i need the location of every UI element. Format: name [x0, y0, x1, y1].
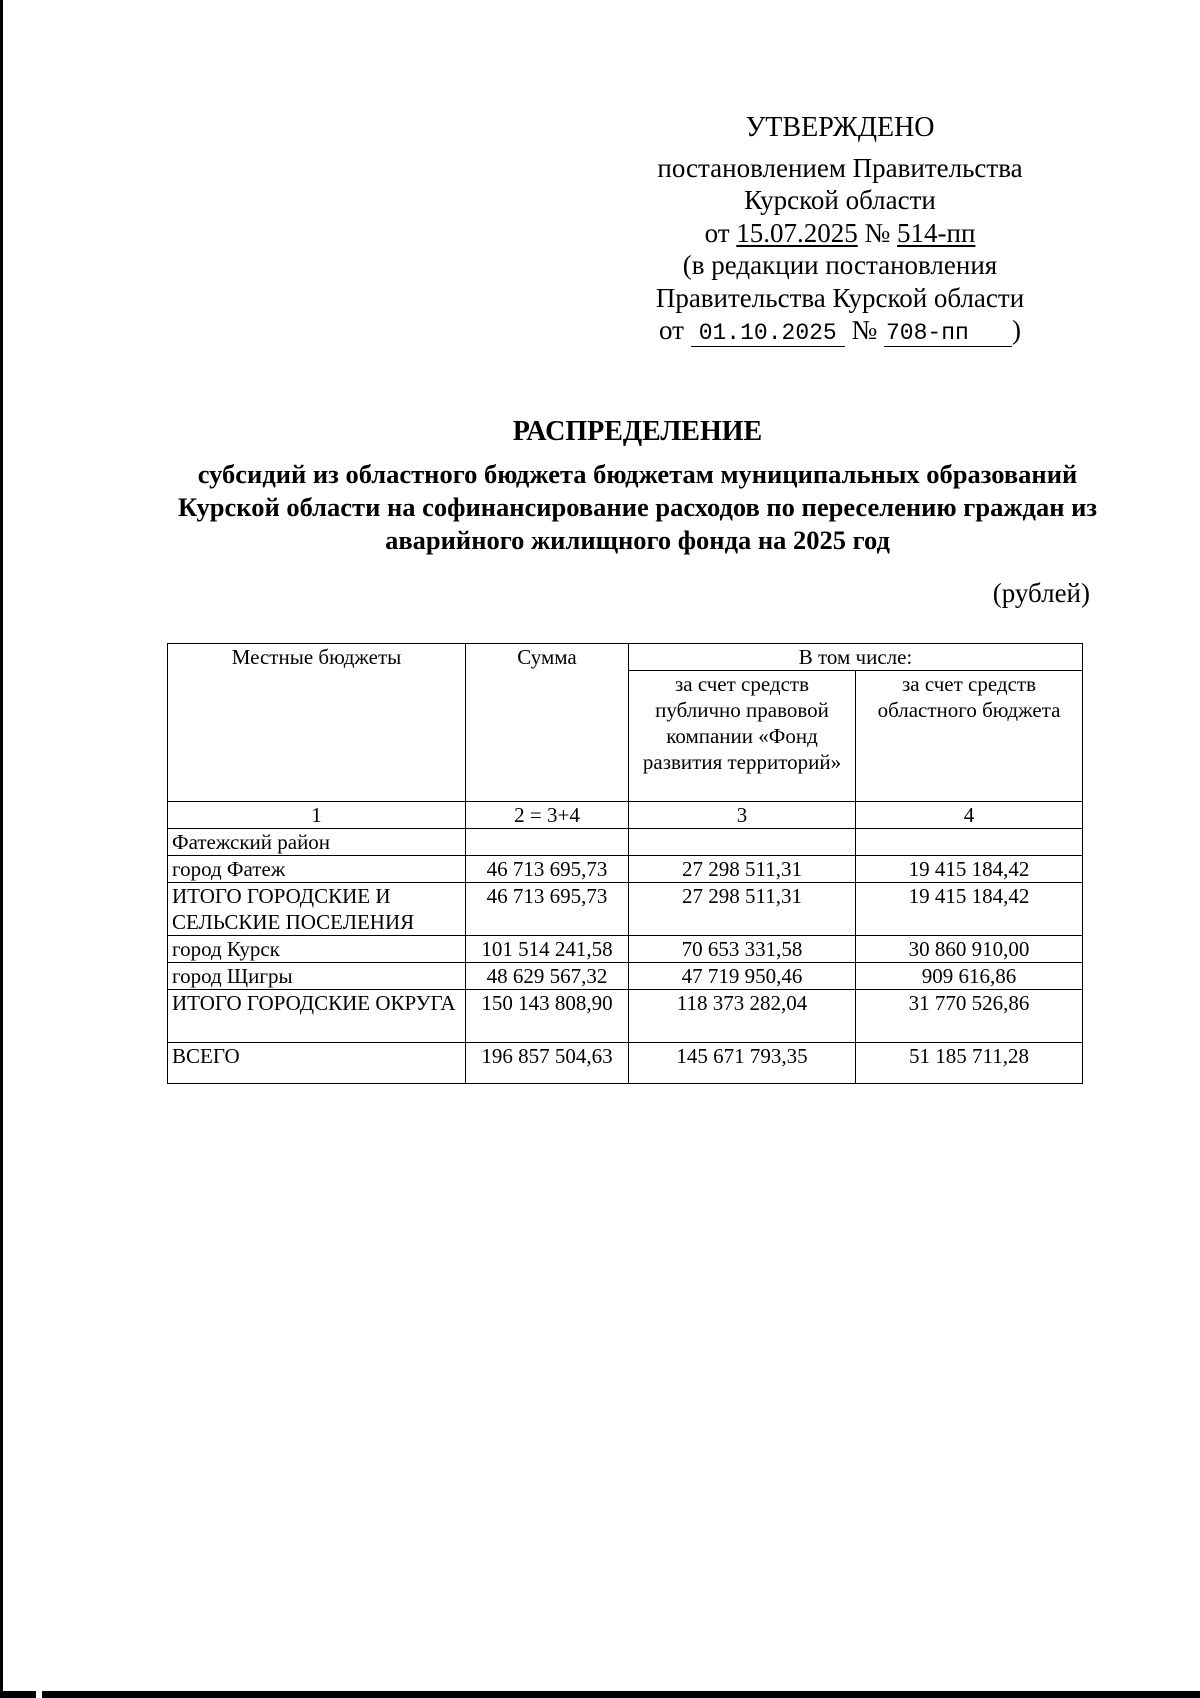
- amendment-date-line: [610, 314, 1070, 347]
- row-sum: 48 629 567,32: [466, 963, 629, 990]
- amendment-date: 01.10.2025: [691, 320, 845, 347]
- scan-edge-left: [0, 0, 3, 1698]
- row-name: город Фатеж: [168, 856, 466, 883]
- row-fund: 27 298 511,31: [629, 883, 856, 936]
- amendment-line-1: (в редакции постановления: [682, 250, 998, 280]
- amendment-date-prefix: от: [659, 315, 684, 345]
- row-name: город Курск: [168, 936, 466, 963]
- row-name: город Щигры: [168, 963, 466, 990]
- row-name: ИТОГО ГОРОДСКИЕ И СЕЛЬСКИЕ ПОСЕЛЕНИЯ: [168, 883, 466, 936]
- approval-date-line: [610, 217, 1070, 250]
- table-numbering-row: [168, 802, 1083, 829]
- subsidy-table: [167, 643, 1083, 1084]
- row-regional: [856, 829, 1083, 856]
- row-fund: 145 671 793,35: [629, 1043, 856, 1084]
- numbering-cell: 2 = 3+4: [466, 802, 629, 829]
- amendment-number: 708-пп: [884, 320, 1012, 347]
- table-header-row: [168, 644, 1083, 671]
- document-heading: [170, 414, 1105, 557]
- row-sum: [466, 829, 629, 856]
- row-name: ИТОГО ГОРОДСКИЕ ОКРУГА: [168, 990, 466, 1043]
- document-title: РАСПРЕДЕЛЕНИЕ: [512, 416, 763, 447]
- row-sum: 196 857 504,63: [466, 1043, 629, 1084]
- amendment-close: ): [1011, 315, 1021, 345]
- table-row: [168, 990, 1083, 1043]
- table-row: [168, 856, 1083, 883]
- amendment-line-2: Правительства Курской области: [655, 282, 1025, 313]
- row-sum: 101 514 241,58: [466, 936, 629, 963]
- row-sum: 150 143 808,90: [466, 990, 629, 1043]
- table-row-total: [168, 1043, 1083, 1084]
- scan-edge-bottom: [0, 1691, 1200, 1698]
- header-sum: Сумма: [466, 644, 629, 802]
- row-fund: [629, 829, 856, 856]
- table-row: [168, 936, 1083, 963]
- header-including: В том числе:: [629, 644, 1083, 671]
- row-regional: 31 770 526,86: [856, 990, 1083, 1043]
- row-fund: 47 719 950,46: [629, 963, 856, 990]
- document-subtitle: субсидий из областного бюджета бюджетам муниципальных образований Курской области на софинансирование расходов по переселению граждан из аварийного жилищного фонда на 2025 год: [177, 459, 1098, 555]
- row-regional: 19 415 184,42: [856, 856, 1083, 883]
- numbering-cell: 1: [168, 802, 466, 829]
- row-name: ВСЕГО: [168, 1043, 466, 1084]
- scan-edge-gap: [36, 1691, 42, 1698]
- approval-date: 15.07.2025: [736, 217, 858, 248]
- row-fund: 118 373 282,04: [629, 990, 856, 1043]
- row-regional: 51 185 711,28: [856, 1043, 1083, 1084]
- approval-title: УТВЕРЖДЕНО: [745, 112, 935, 143]
- approval-number-sign: №: [864, 217, 891, 248]
- approval-date-prefix: от: [704, 217, 730, 248]
- header-regional: за счет средств областного бюджета: [856, 671, 1083, 802]
- header-fund: за счет средств публично правовой компании «Фонд развития территорий»: [629, 671, 856, 802]
- table-row: [168, 829, 1083, 856]
- row-regional: 19 415 184,42: [856, 883, 1083, 936]
- row-regional: 909 616,86: [856, 963, 1083, 990]
- numbering-cell: 3: [629, 802, 856, 829]
- header-local-budgets: Местные бюджеты: [168, 644, 466, 802]
- approval-block: [610, 112, 1070, 347]
- row-fund: 70 653 331,58: [629, 936, 856, 963]
- row-sum: 46 713 695,73: [466, 856, 629, 883]
- row-sum: 46 713 695,73: [466, 883, 629, 936]
- table-row: [168, 963, 1083, 990]
- numbering-cell: 4: [856, 802, 1083, 829]
- approval-number: 514-пп: [897, 217, 976, 248]
- row-fund: 27 298 511,31: [629, 856, 856, 883]
- approval-line-2: Курской области: [744, 185, 936, 215]
- table-row: [168, 883, 1083, 936]
- units-label: (рублей): [992, 578, 1090, 608]
- row-name: Фатежский район: [168, 829, 466, 856]
- row-regional: 30 860 910,00: [856, 936, 1083, 963]
- approval-line-1: постановлением Правительства: [657, 152, 1023, 183]
- amendment-number-sign: №: [851, 315, 878, 345]
